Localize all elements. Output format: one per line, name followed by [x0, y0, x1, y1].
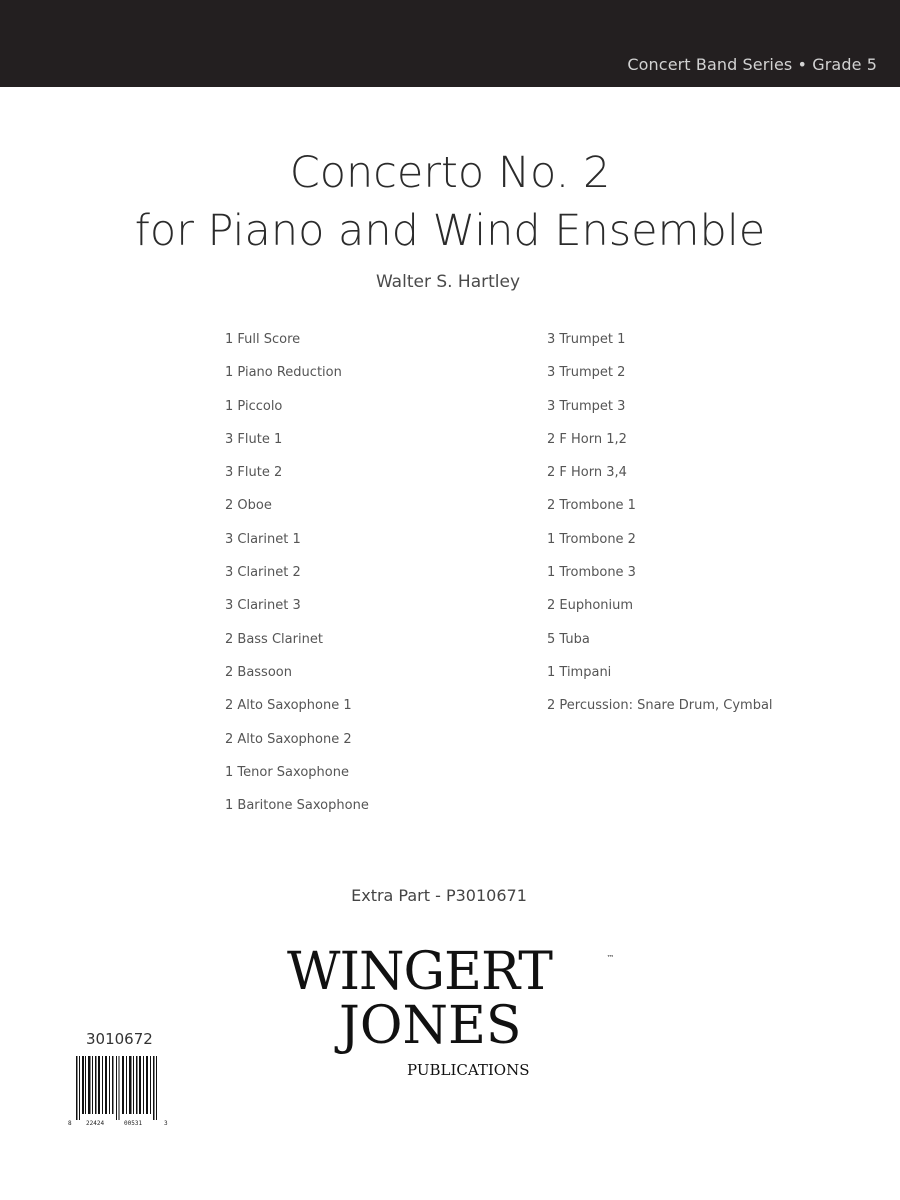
list-item: 1 Trombone 2: [547, 531, 636, 547]
list-item: 2 Euphonium: [547, 598, 634, 614]
list-item: 1 Piano Reduction: [225, 365, 342, 381]
logo-jones: JONES: [339, 996, 522, 1056]
extra-part-label: Extra Part - P3010671: [351, 886, 527, 905]
header-band: [0, 0, 900, 87]
list-item: 3 Trumpet 3: [547, 398, 626, 414]
publisher-logo: [287, 942, 617, 1082]
list-item: 2 F Horn 1,2: [547, 431, 627, 447]
logo-wingert: WINGERT: [287, 942, 552, 1002]
barcode-group-2: 00531: [124, 1120, 143, 1127]
barcode-bars: [72, 1054, 164, 1120]
list-item: 2 F Horn 3,4: [547, 465, 627, 481]
list-item: 3 Trumpet 2: [547, 365, 626, 381]
list-item: 1 Full Score: [225, 332, 301, 347]
title-line-2: for Piano and Wind Ensemble: [134, 206, 766, 256]
composer-name: Walter S. Hartley: [375, 272, 521, 292]
title-line-1: Concerto No. 2: [289, 148, 611, 198]
list-item: 2 Alto Saxophone 1: [225, 698, 352, 714]
list-item: 2 Alto Saxophone 2: [225, 731, 352, 747]
logo-publications: PUBLICATIONS: [407, 1061, 530, 1079]
list-item: 1 Trombone 3: [547, 565, 636, 581]
list-item: 3 Clarinet 3: [225, 598, 301, 614]
list-item: 3 Flute 1: [225, 431, 283, 447]
list-item: 1 Timpani: [547, 664, 612, 680]
series-grade-label: Concert Band Series • Grade 5: [627, 55, 877, 74]
catalog-number: 3010672: [86, 1030, 153, 1048]
list-item: 3 Clarinet 2: [225, 565, 301, 581]
barcode-digit-first: 8: [68, 1120, 72, 1127]
list-item: 2 Percussion: Snare Drum, Cymbal: [547, 698, 773, 714]
list-item: 2 Oboe: [225, 498, 272, 514]
list-item: 3 Flute 2: [225, 465, 283, 481]
barcode: [68, 1054, 168, 1130]
barcode-group-1: 22424: [86, 1120, 105, 1127]
list-item: 2 Bassoon: [225, 664, 292, 680]
list-item: 1 Baritone Saxophone: [225, 798, 369, 814]
instrumentation-list-left: [225, 331, 369, 830]
list-item: 5 Tuba: [547, 631, 590, 647]
instrumentation-list-right: [547, 331, 773, 731]
list-item: 2 Trombone 1: [547, 498, 636, 514]
list-item: 3 Clarinet 1: [225, 531, 301, 547]
list-item: 1 Piccolo: [225, 398, 283, 414]
barcode-digit-last: 3: [164, 1120, 168, 1127]
list-item: 3 Trumpet 1: [547, 332, 626, 347]
list-item: 1 Tenor Saxophone: [225, 764, 349, 780]
trademark-mark: ™: [607, 954, 614, 962]
list-item: 2 Bass Clarinet: [225, 631, 323, 647]
